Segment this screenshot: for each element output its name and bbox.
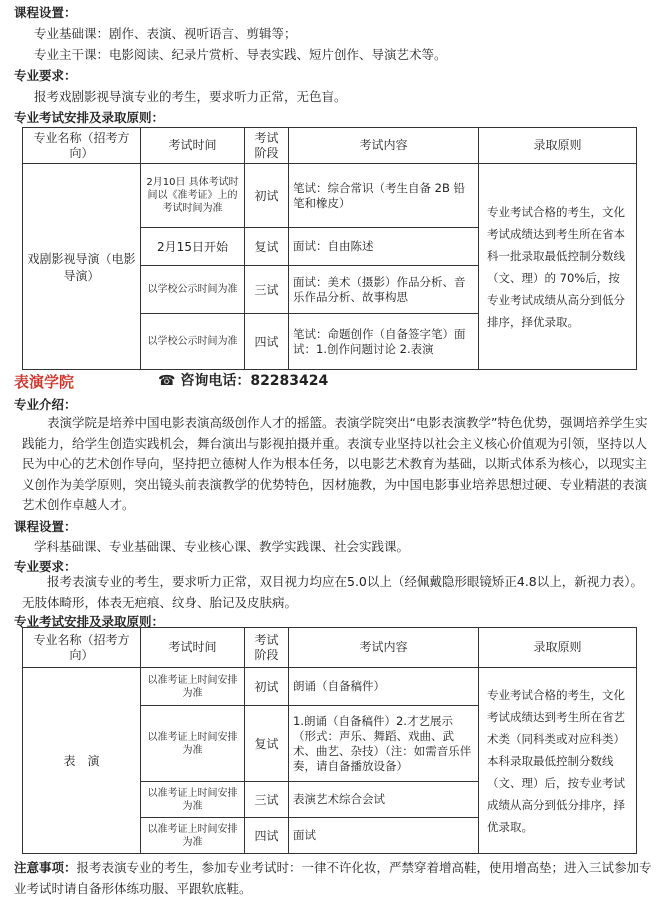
notice-label: 注意事项：	[14, 860, 77, 875]
intro-text: 表演学院是培养中国电影表演高级创作人才的摇篮。表演学院突出“电影表演教学”特色优势，强调培养学生实践能力，给学生创造实践机会，舞台演出与影视拍摄并重。表演专业坚持以社会主义核心价值观为引领，坚持以人民为中心的艺术创作导向，坚持把立德树人作为根本任务，以电影艺术教育为基础，以斯式体系为核心，以现实主义创作为美学原则，突出镜头前表演教学的优势特色，因材施教，为中国电影事业培养思想过硬、专业精湛的表演艺术创作卓越人才。	[22, 415, 648, 512]
exam-time: 以准考证上时间安排为准	[141, 782, 245, 818]
exam-content: 面试：自由陈述	[289, 228, 479, 266]
header-major: 专业名称（招考方向）	[23, 628, 141, 668]
exam-time: 以准考证上时间安排为准	[141, 668, 245, 706]
exam-content: 笔试：综合常识（考生自备 2B 铅笔和橡皮）	[289, 164, 479, 228]
requirement-text: 报考戏剧影视导演专业的考生，要求听力正常，无色盲。	[34, 89, 347, 104]
header-stage: 考试阶段	[245, 128, 289, 164]
courses-heading: 课程设置：	[14, 5, 77, 20]
header-content: 考试内容	[289, 628, 479, 668]
requirement-heading-2: 专业要求：	[14, 559, 77, 574]
exam-heading: 专业考试安排及录取原则：	[14, 110, 165, 125]
phone-icon: ☎	[158, 373, 176, 389]
notice-text: 报考表演专业的考生，参加专业考试时：一律不许化妆，严禁穿着增高鞋，使用增高垫；进入三试参加专业考试时请自备形体练功服、平跟软底鞋。	[14, 860, 652, 896]
table-row	[23, 668, 637, 706]
phone-label: 咨询电话：82283424	[180, 373, 329, 389]
exam-stage: 复试	[245, 706, 289, 782]
header-principle: 录取原则	[479, 128, 637, 164]
exam-stage: 四试	[245, 314, 289, 370]
exam-time: 2月10日 具体考试时间以《准考证》上的考试时间为准	[141, 164, 245, 228]
exam-stage: 初试	[245, 164, 289, 228]
admission-principle: 专业考试合格的考生，文化考试成绩达到考生所在省艺术类（同科类或对应科类）本科录取最低控制分数线（文、理）后，按专业考试成绩从高分到低分排序，择优录取。	[479, 668, 637, 854]
exam-stage: 三试	[245, 782, 289, 818]
table-row	[23, 164, 637, 228]
exam-time: 以准考证上时间安排为准	[141, 706, 245, 782]
requirement-text-2: 报考表演专业的考生，要求听力正常，双目视力均应在5.0以上（经佩戴隐形眼镜矫正4.8以上，新视力表）。无肢体畸形，体表无疤痕、纹身、胎记及皮肤病。	[22, 574, 644, 610]
courses-heading-2: 课程设置：	[14, 519, 77, 534]
exam-stage: 四试	[245, 818, 289, 854]
exam-stage: 复试	[245, 228, 289, 266]
exam-time: 以准考证上时间安排为准	[141, 818, 245, 854]
exam-table-directing	[22, 127, 637, 370]
basic-courses: 专业基础课：剧作、表演、视听语言、剪辑等；	[34, 26, 297, 41]
header-time: 考试时间	[141, 628, 245, 668]
major-name: 表 演	[23, 668, 141, 854]
exam-content: 朗诵（自备稿件）	[289, 668, 479, 706]
courses-text: 学科基础课、专业基础课、专业核心课、教学实践课、社会实践课。	[34, 539, 410, 554]
exam-content: 面试：美术（摄影）作品分析、音乐作品分析、故事构思	[289, 266, 479, 314]
admission-principle: 专业考试合格的考生，文化考试成绩达到考生所在省本科一批录取最低控制分数线（文、理）的 70%后，按专业考试成绩从高分到低分排序，择优录取。	[479, 164, 637, 370]
header-stage: 考试阶段	[245, 628, 289, 668]
phone-block	[158, 370, 328, 390]
exam-content: 笔试：命题创作（自备签字笔）面试：1.创作问题讨论 2.表演	[289, 314, 479, 370]
exam-heading-2: 专业考试安排及录取原则：	[14, 614, 165, 629]
exam-time: 2月15日开始	[141, 228, 245, 266]
school-name: 表演学院	[14, 373, 75, 391]
header-major: 专业名称（招考方向）	[23, 128, 141, 164]
exam-stage: 初试	[245, 668, 289, 706]
intro-heading: 专业介绍：	[14, 397, 77, 412]
exam-time: 以学校公示时间为准	[141, 314, 245, 370]
exam-content: 1.朗诵（自备稿件）2.才艺展示（形式：声乐、舞蹈、戏曲、武术、曲艺、杂技）（注：如需音乐伴奏，请自备播放设备）	[289, 706, 479, 782]
notice	[14, 858, 660, 899]
exam-stage: 三试	[245, 266, 289, 314]
main-courses: 专业主干课：电影阅读、纪录片赏析、导表实践、短片创作、导演艺术等。	[34, 47, 447, 62]
exam-content: 面试	[289, 818, 479, 854]
header-principle: 录取原则	[479, 628, 637, 668]
major-name: 戏剧影视导演（电影导演）	[23, 164, 141, 370]
exam-table-acting	[22, 627, 637, 854]
header-content: 考试内容	[289, 128, 479, 164]
requirement-heading: 专业要求：	[14, 68, 77, 83]
exam-time: 以学校公示时间为准	[141, 266, 245, 314]
exam-content: 表演艺术综合会试	[289, 782, 479, 818]
header-time: 考试时间	[141, 128, 245, 164]
